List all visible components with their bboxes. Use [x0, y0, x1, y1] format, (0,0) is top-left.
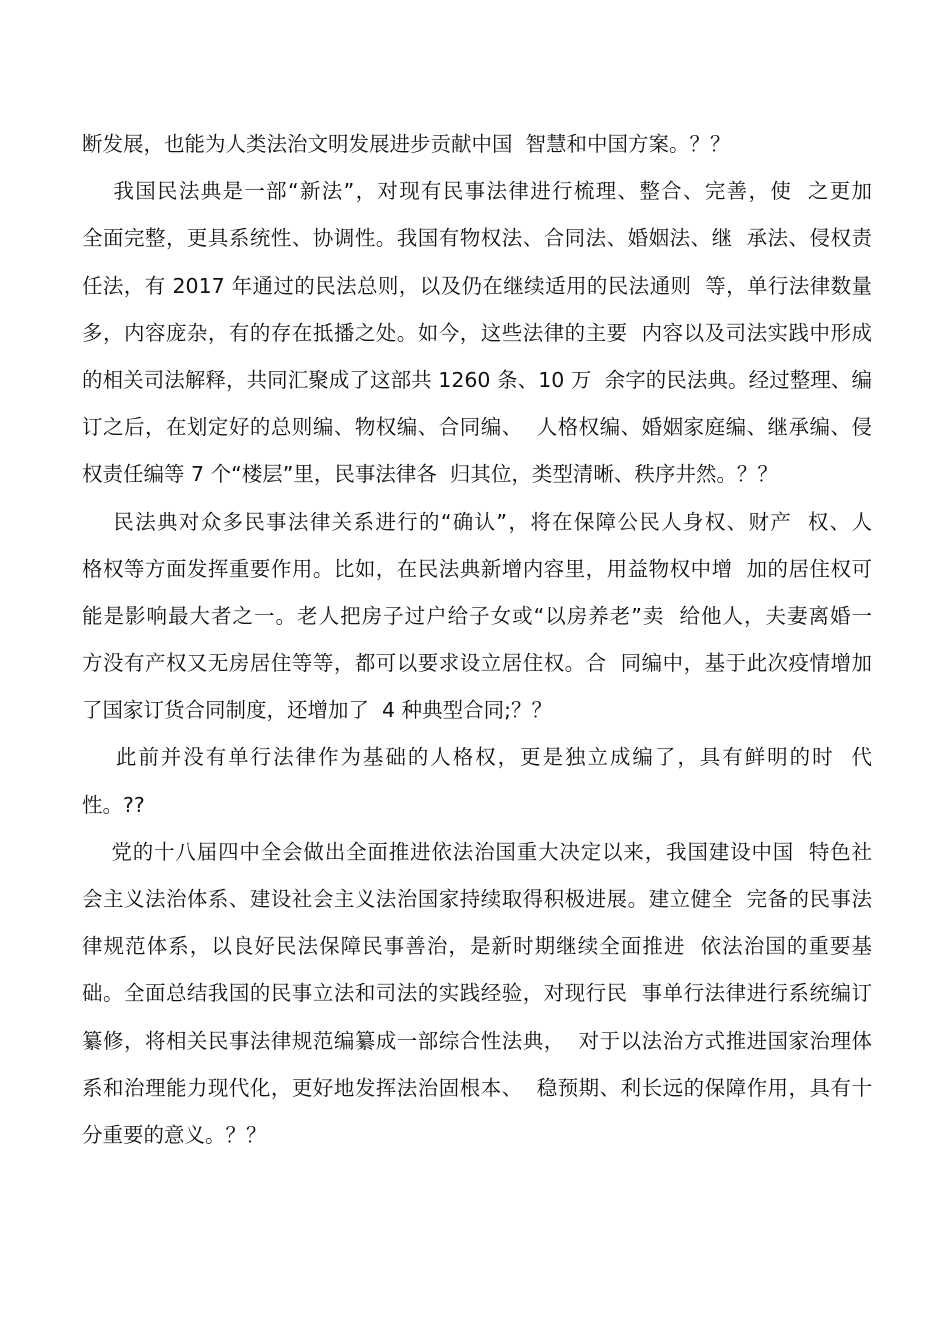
text-line: 律规范体系，以良好民法保障民事善治，是新时期继续全面推进 依法治国的重要基 — [82, 934, 872, 959]
text-line: 格权等方面发挥重要作用。比如，在民法典新增内容里，用益物权中增 加的居住权可 — [82, 556, 872, 581]
text-line: 能是影响最大者之一。老人把房子过户给子女或“以房养老”卖 给他人，夫妻离婚一 — [82, 603, 872, 628]
text-line: 多，内容庞杂，有的存在抵播之处。如今，这些法律的主要 内容以及司法实践中形成 — [82, 320, 872, 345]
text-line: 方没有产权又无房居住等等，都可以要求设立居住权。合 同编中，基于此次疫情增加 — [82, 651, 872, 676]
text-line: 我国民法典是一部“新法”，对现有民事法律进行梳理、整合、完善，使 之更加 — [82, 179, 872, 204]
text-line: 断发展，也能为人类法治文明发展进步贡献中国 智慧和中国方案。？？ — [82, 132, 731, 156]
text-line: 纂修，将相关民事法律规范编纂成一部综合性法典， 对于以法治方式推进国家治理体 — [82, 1028, 872, 1053]
text-line: 性。?? — [82, 792, 145, 817]
text-line: 了国家订货合同制度，还增加了 4 种典型合同;？？ — [82, 698, 552, 723]
text-line: 系和治理能力现代化，更好地发挥法治固根本、 稳预期、利长远的保障作用，具有十 — [82, 1075, 872, 1100]
text-line: 党的十八届四中全会做出全面推进依法治国重大决定以来，我国建设中国 特色社 — [82, 839, 872, 864]
text-line: 订之后，在划定好的总则编、物权编、合同编、 人格权编、婚姻家庭编、继承编、侵 — [82, 415, 872, 440]
text-line: 础。全面总结我国的民事立法和司法的实践经验，对现行民 事单行法律进行系统编订 — [82, 981, 872, 1006]
text-line: 民法典对众多民事法律关系进行的“确认”，将在保障公民人身权、财产 权、人 — [82, 509, 872, 534]
text-line: 权责任编等 7 个“楼层”里，民事法律各 归其位，类型清晰、秩序井然。？？ — [82, 462, 778, 487]
text-line: 此前并没有单行法律作为基础的人格权，更是独立成编了，具有鲜明的时 代 — [82, 745, 872, 770]
text-line: 任法，有 2017 年通过的民法总则，以及仍在继续适用的民法通则 等，单行法律数量 — [82, 273, 872, 298]
text-line: 会主义法治体系、建设社会主义法治国家持续取得积极进展。建立健全 完备的民事法 — [82, 887, 872, 911]
body-text — [82, 121, 872, 1159]
text-line: 的相关司法解释，共同汇聚成了这部共 1260 条、10 万 余字的民法典。经过整理、编 — [82, 367, 872, 392]
text-line: 分重要的意义。？？ — [82, 1122, 267, 1147]
text-line: 全面完整，更具系统性、协调性。我国有物权法、合同法、婚姻法、继 承法、侵权责 — [82, 226, 872, 251]
